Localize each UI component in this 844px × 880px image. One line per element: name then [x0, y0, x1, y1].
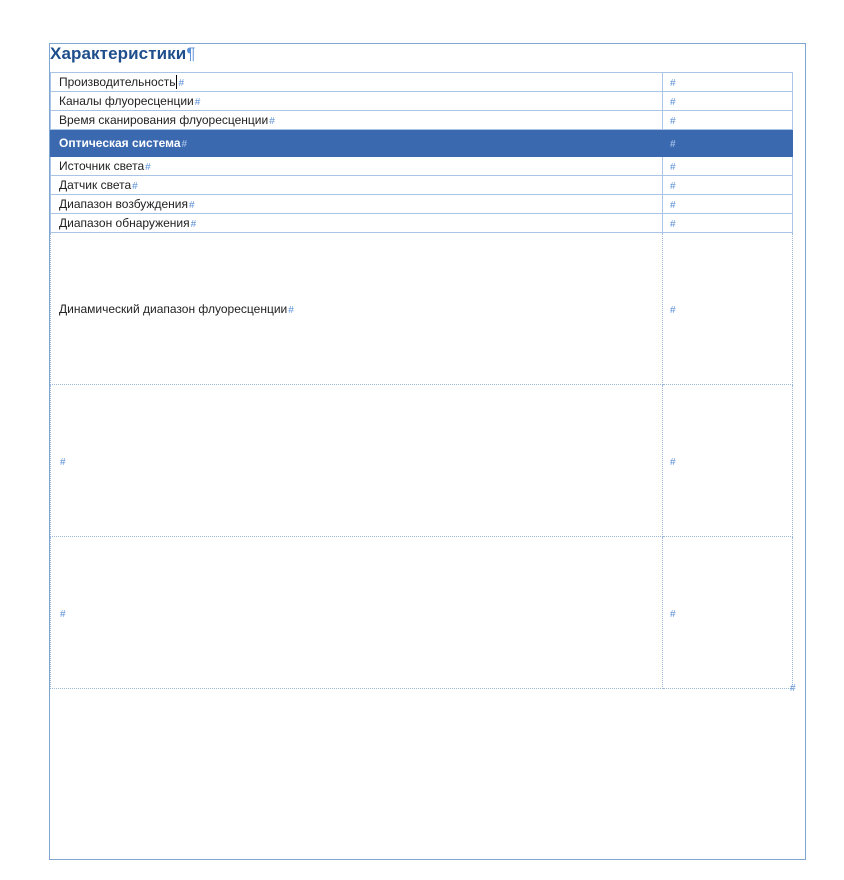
pilcrow-mark: ¶ [186, 44, 196, 63]
cell-end-mark: # [60, 608, 66, 620]
cell-end-mark: # [670, 219, 676, 230]
spec-label: Датчик света [59, 178, 132, 192]
spec-label: Производительность [59, 74, 176, 89]
spec-value-cell[interactable] [663, 176, 793, 195]
section-value-cell[interactable] [663, 130, 793, 157]
specifications-table [50, 72, 793, 689]
table-row [51, 176, 793, 195]
heading-text: Характеристики [50, 44, 187, 63]
table-row [51, 537, 793, 689]
cell-end-mark: # [190, 219, 197, 230]
spec-label: Диапазон обнаружения [59, 216, 190, 230]
spec-label-cell[interactable] [51, 537, 663, 689]
spec-label-cell[interactable] [51, 385, 663, 537]
spec-label-cell[interactable] [51, 157, 663, 176]
cell-end-mark: # [178, 77, 185, 89]
spec-value-cell[interactable] [663, 385, 793, 537]
spec-label: Время сканирования флуоресценции [59, 113, 269, 127]
section-title: Оптическая система [59, 136, 181, 150]
spec-value-cell[interactable] [663, 92, 793, 111]
cell-end-mark: # [670, 116, 676, 127]
table-row [51, 195, 793, 214]
spec-label: Динамический диапазон флуоресценции [59, 301, 288, 316]
cell-end-mark: # [670, 608, 676, 620]
cell-end-mark: # [670, 139, 676, 150]
cell-end-mark: # [60, 456, 66, 468]
table-row [51, 157, 793, 176]
spec-value-cell[interactable] [663, 195, 793, 214]
cell-end-mark: # [188, 200, 195, 211]
cell-end-mark: # [670, 162, 676, 173]
spec-value-cell[interactable] [663, 111, 793, 130]
spec-label-cell[interactable] [51, 111, 663, 130]
spec-label-cell[interactable] [51, 195, 663, 214]
table-row [51, 385, 793, 537]
cell-end-mark: # [132, 181, 138, 192]
spec-label: Каналы флуоресценции [59, 94, 194, 108]
cell-end-mark: # [145, 162, 151, 173]
spec-value-cell[interactable] [663, 157, 793, 176]
section-header-cell[interactable] [51, 130, 663, 157]
spec-value-cell[interactable] [663, 537, 793, 689]
section-header-row [51, 130, 793, 157]
cell-end-mark: # [194, 97, 201, 108]
cell-end-mark: # [181, 139, 188, 150]
spec-value-cell[interactable] [663, 214, 793, 233]
spec-label-cell[interactable] [51, 233, 663, 385]
table-row [51, 73, 793, 92]
spec-label-cell[interactable] [51, 176, 663, 195]
cell-end-mark: # [670, 456, 676, 468]
page-title [50, 44, 196, 64]
table-row [51, 233, 793, 385]
spec-value-cell[interactable] [663, 233, 793, 385]
spec-label: Диапазон возбуждения [59, 197, 188, 211]
cell-end-mark: # [670, 181, 676, 192]
table-row [51, 92, 793, 111]
row-end-mark: # [790, 683, 796, 694]
cell-end-mark: # [670, 78, 676, 89]
cell-end-mark: # [670, 304, 676, 316]
spec-label: Источник света [59, 159, 145, 173]
cell-end-mark: # [288, 304, 294, 316]
spec-value-cell[interactable] [663, 73, 793, 92]
cell-end-mark: # [670, 97, 676, 108]
spec-label-cell[interactable] [51, 92, 663, 111]
spec-label-cell[interactable] [51, 73, 663, 92]
cell-end-mark: # [269, 116, 275, 127]
table-row [51, 111, 793, 130]
table-row [51, 214, 793, 233]
cell-end-mark: # [670, 200, 676, 211]
spec-label-cell[interactable] [51, 214, 663, 233]
